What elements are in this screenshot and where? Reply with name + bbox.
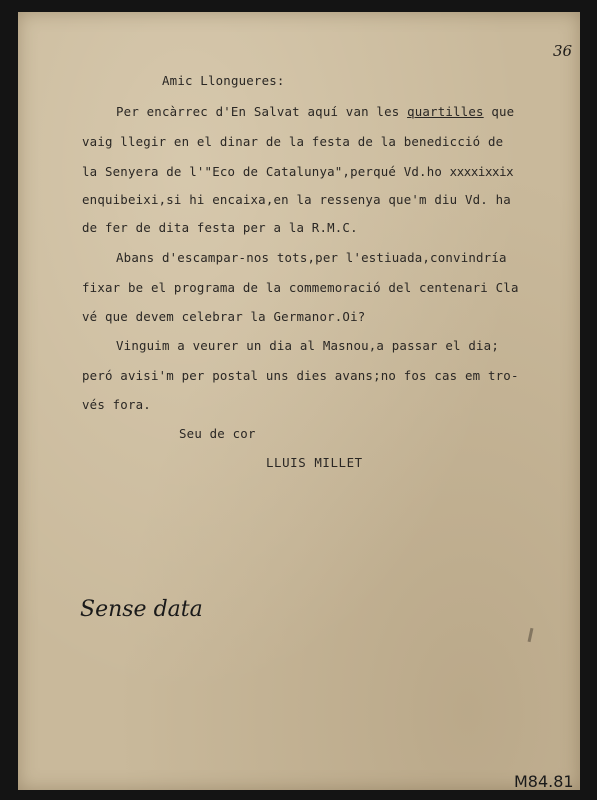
underlined-word: quartilles xyxy=(407,104,484,119)
letter-line-3: la Senyera de l'"Eco de Catalunya",perqué Vd.ho xxxxixxix xyxy=(82,164,514,179)
closing: Seu de cor xyxy=(179,426,256,441)
archive-reference: M84.81 xyxy=(514,772,574,791)
paper-mark xyxy=(528,628,534,642)
letter-sheet xyxy=(18,12,580,790)
letter-line-9: Vinguim a veurer un dia al Masnou,a passar el dia; xyxy=(116,338,499,353)
struck-out-word: xxxxixxix xyxy=(449,164,514,179)
signature: LLUIS MILLET xyxy=(266,455,363,470)
letter-line-7: fixar be el programa de la commemoració del centenari Cla xyxy=(82,280,519,295)
letter-line-8: vé que devem celebrar la Germanor.Oi? xyxy=(82,309,366,324)
letter-line-10: peró avisi'm per postal uns dies avans;no fos cas em tro- xyxy=(82,368,519,383)
letter-line-4: enquibeixi,si hi encaixa,en la ressenya que'm diu Vd. ha xyxy=(82,192,511,207)
page-number: 36 xyxy=(553,42,573,60)
letter-line-6: Abans d'escampar-nos tots,per l'estiuada,convindría xyxy=(116,250,507,265)
letter-line-2: vaig llegir en el dinar de la festa de la benedicció de xyxy=(82,134,504,149)
salutation: Amic Llongueres: xyxy=(162,73,285,88)
letter-line-1: Per encàrrec d'En Salvat aquí van les quartilles que xyxy=(116,104,515,119)
handwritten-note: Sense data xyxy=(80,597,203,622)
letter-line-5: de fer de dita festa per a la R.M.C. xyxy=(82,220,358,235)
letter-line-11: vés fora. xyxy=(82,397,151,412)
